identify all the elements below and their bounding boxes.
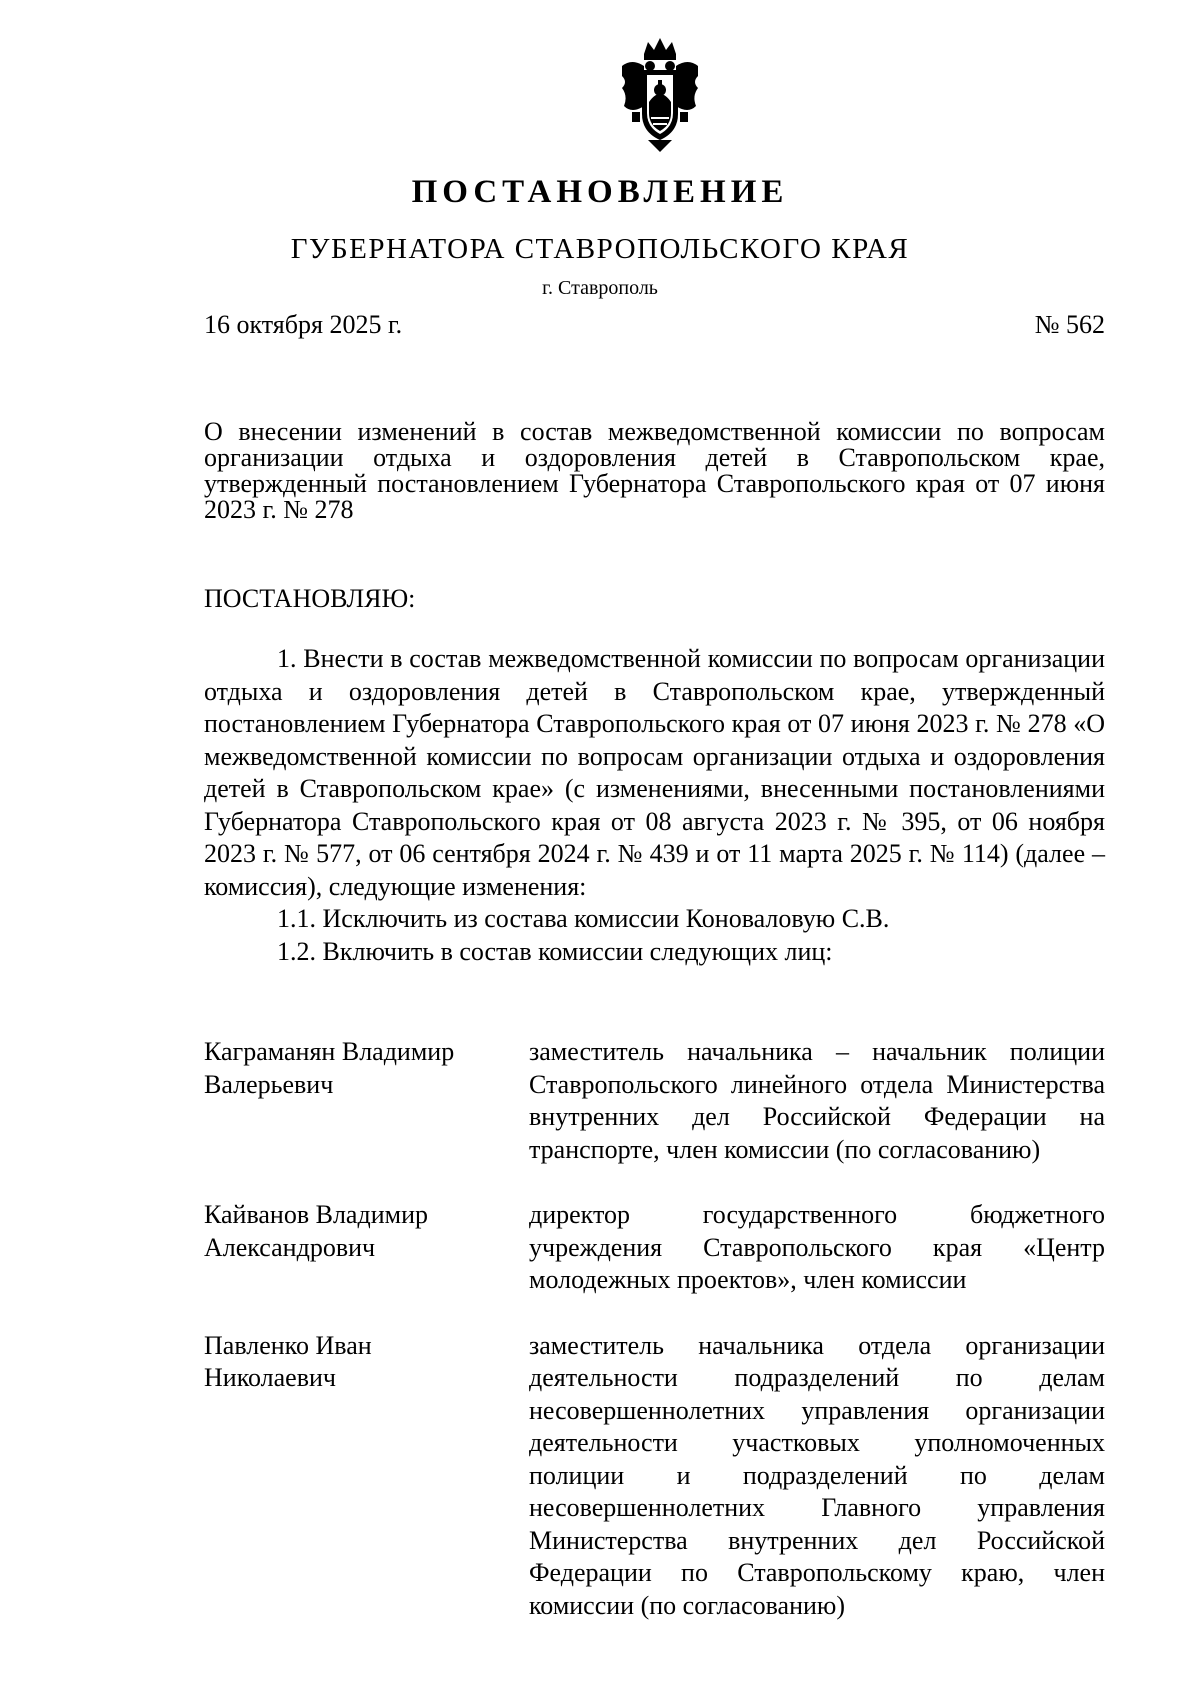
member-patronymic: Валерьевич	[204, 1069, 334, 1099]
document-issuer: ГУБЕРНАТОРА СТАВРОПОЛЬСКОГО КРАЯ	[290, 233, 910, 265]
member-name-line: Каграманян Владимир	[204, 1037, 455, 1066]
member-position: директор государственного бюджетного учреждения Ставропольского края «Центр молодежных проектов», член комиссии	[529, 1200, 1105, 1294]
document-body	[204, 643, 1105, 968]
member-patronymic: Николаевич	[204, 1363, 336, 1392]
member-name-line: Павленко Иван	[204, 1330, 372, 1360]
document-number: № 562	[1034, 310, 1105, 339]
member-row	[204, 1330, 1105, 1623]
document-date: 16 октября 2025 г.	[204, 310, 403, 339]
member-name	[204, 1330, 529, 1623]
member-position: заместитель начальника отдела организации деятельности подразделений по делам несовершеннолетних управления организации деятельности участковых уполномоченных полиции и подразделений по делам несовершеннолетних Главного управления Министерства внутренних дел Российской Федерации по Ставропольскому краю, член комиссии (по согласованию)	[529, 1330, 1105, 1620]
decree-word: ПОСТАНОВЛЯЮ:	[204, 584, 416, 613]
member-position: заместитель начальника – начальник полиции Ставропольского линейного отдела Министерства внутренних дел Российской Федерации на транспорте, член комиссии (по согласованию)	[529, 1037, 1105, 1164]
member-name	[204, 1199, 529, 1297]
body-item-1-1: 1.1. Исключить из состава комиссии Коноваловую С.В.	[277, 904, 890, 933]
member-row	[204, 1036, 1105, 1166]
member-name-line: Кайванов Владимир	[204, 1200, 428, 1229]
member-patronymic: Александрович	[204, 1232, 376, 1262]
document-city: г. Ставрополь	[542, 277, 658, 299]
members-list	[204, 1036, 1105, 1655]
document-heading: О внесении изменений в состав межведомственной комиссии по вопросам организации отдыха и оздоровления детей в Ставропольском крае, утвержденный постановлением Губернатора Ставропольского края от 07 июня 2023 г. № 278	[204, 417, 1105, 524]
member-row	[204, 1199, 1105, 1297]
document-title: ПОСТАНОВЛЕНИЕ	[411, 174, 789, 210]
member-name	[204, 1036, 529, 1166]
body-item-1: 1. Внести в состав межведомственной комиссии по вопросам организации отдыха и оздоровления детей в Ставропольском крае, утвержденный постановлением Губернатора Ставропольского края от 07 июня 2023 г. № 278 «О межведомственной комиссии по вопросам организации отдыха и оздоровления детей в Ставропольском крае» (с изменениями, внесенными постановлениями Губернатора Ставропольского края от 08 августа 2023 г. № 395, от 06 ноября 2023 г. № 577, от 06 сентября 2024 г. № 439 и от 11 марта 2025 г. № 114) (далее – комиссия), следующие изменения:	[204, 644, 1105, 901]
body-item-1-2: 1.2. Включить в состав комиссии следующих лиц:	[277, 936, 833, 966]
coat-of-arms-emblem	[618, 36, 702, 156]
